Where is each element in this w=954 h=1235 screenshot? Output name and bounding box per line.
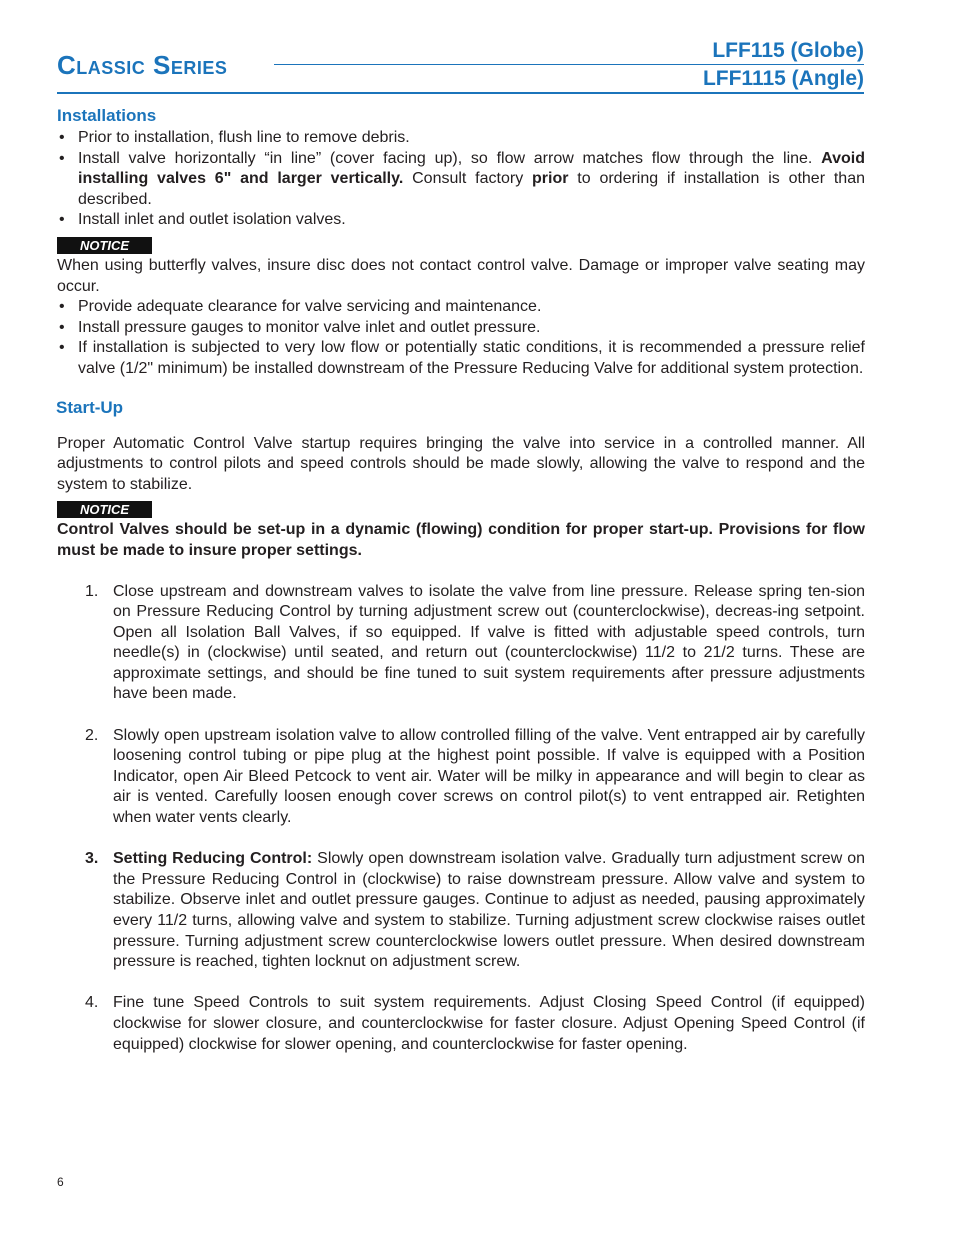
notice-text: Control Valves should be set-up in a dynamic (flowing) condition for proper start-up. Provisions for flow must be made to insure proper settings. (57, 521, 865, 559)
step-item (57, 582, 865, 706)
model-angle: LFF1115 (Angle) (702, 67, 864, 90)
startup-section (57, 396, 865, 1056)
installations-heading: Installations (57, 106, 157, 125)
step-number: 4. (85, 994, 99, 1012)
list-item: • Install pressure gauges to monitor valve inlet and outlet pressure. (57, 318, 865, 339)
notice-text: When using butterfly valves, insure disc does not contact control valve. Damage or improper valve seating may occur. (57, 256, 865, 295)
list-item: • Provide adequate clearance for valve servicing and maintenance. (57, 297, 865, 318)
step-text: Fine tune Speed Controls to suit system requirements. Adjust Closing Speed Control (if equipped) clockwise for slower closure, and counterclockwise for faster closure. Adjust Opening Speed Control (if equipped) clockwise for slower opening, and counterclockwise for faster opening. (113, 994, 865, 1053)
text-run-bold: prior (532, 170, 569, 188)
installations-list-a (57, 128, 865, 231)
model-designations (703, 37, 864, 93)
page-header (0, 0, 954, 100)
step-text: Slowly open downstream isolation valve. Gradually turn adjustment screw on the Pressure Reducing Control in (clockwise) to raise downstream pressure. Allow valve and system to stabilize. Observe inlet and outlet pressure gauges. Continue to adjust as needed, pausing approximately every 11/2 turns, allowing valve and system to stabilize. Turning adjustment screw clockwise raises outlet pressure. Turning adjustment screw counterclockwise lowers outlet pressure. When desired downstream pressure is reached, tighten locknut on adjustment screw. (113, 850, 865, 971)
startup-steps (57, 582, 865, 1056)
list-item: • Install inlet and outlet isolation valves. (57, 210, 865, 231)
list-item (57, 149, 865, 211)
page-number: 6 (57, 1175, 64, 1189)
model-globe: LFF115 (Globe) (712, 39, 864, 62)
step-number: 2. (85, 726, 99, 744)
notice-badge: NOTICE (57, 501, 152, 518)
step-item (57, 726, 865, 829)
text-run: Consult factory (403, 170, 533, 188)
step-number: 3. (85, 850, 99, 868)
step-text: Slowly open upstream isolation valve to allow controlled filling of the valve. Vent entrapped air by carefully loosening control tubing or pipe plug at the highest point possible. If valve is equipped with a Position Indicator, open Air Bleed Petcock to vent air. Water will be milky in appearance and will begin to clear as air is vented. Carefully loosen enough cover screws on control pilot(s) to vent entrapped air. Retighten when water vents clearly. (113, 726, 865, 827)
step-item (57, 849, 865, 973)
text-run: Install valve horizontally “in line” (cover facing up), so flow arrow matches flow through the line. (78, 149, 822, 167)
step-item (57, 993, 865, 1055)
series-title: Classic Series (57, 50, 228, 80)
text-run: to ordering if installation is other than described. (78, 170, 865, 208)
startup-intro: Proper Automatic Control Valve startup requires bringing the valve into service in a controlled manner. All adjustments to control pilots and speed controls should be made slowly, allowing the valve to respond and the system to stabilize. (57, 434, 865, 493)
step-text: Close upstream and downstream valves to isolate the valve from line pressure. Release spring ten-sion on Pressure Reducing Control by turning adjustment screw out (counterclockwise), decreas-ing setpoint. Open all Isolation Ball Valves, if so equipped. If valve is fitted with adjustable speed controls, turn needle(s) in (clockwise) until seated, and return out (counterclockwise) 11/2 to 21/2 turns. These are approximate settings, and should be fine tuned to suit system requirements after pressure adjustments have been made. (113, 582, 865, 703)
installations-list-b (57, 297, 865, 379)
page-content (57, 104, 865, 1076)
notice-badge: NOTICE (57, 237, 152, 254)
list-item: • Prior to installation, flush line to remove debris. (57, 128, 865, 149)
step-lead: Setting Reducing Control: (113, 850, 313, 868)
text-run-bold: Avoid installing valves 6" and larger vertically. (78, 149, 865, 188)
list-item: • If installation is subjected to very low flow or potentially static conditions, it is recommended a pressure relief valve (1/2" minimum) be installed downstream of the Pressure Reducing Valve for additional system protection. (57, 338, 865, 379)
step-number: 1. (85, 582, 99, 600)
installations-section (57, 104, 865, 380)
startup-heading: Start-Up (56, 397, 124, 417)
header-rule (57, 92, 864, 94)
